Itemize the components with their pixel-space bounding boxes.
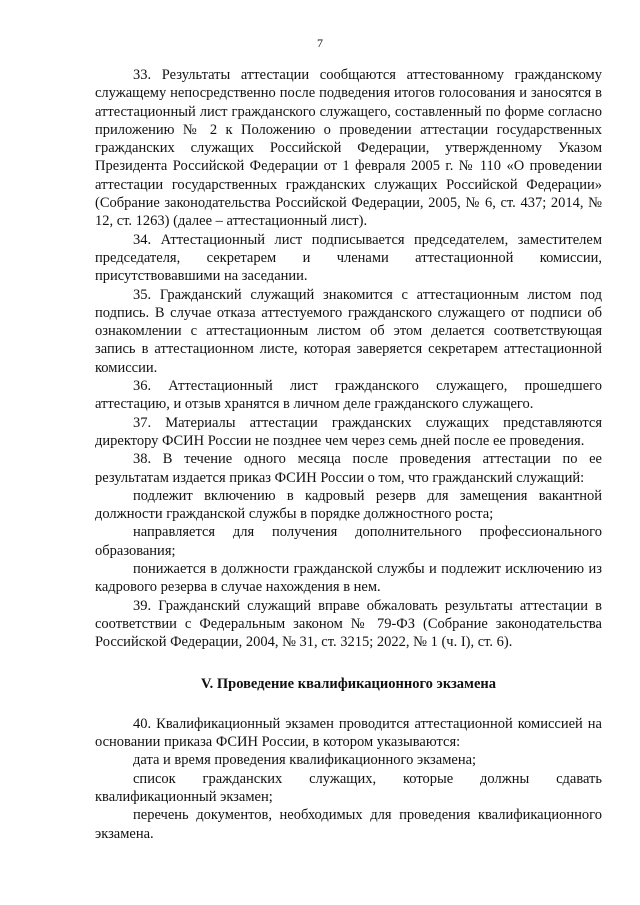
paragraph-40-item-2: список гражданских служащих, которые должны сдавать квалификационный экзамен; [95, 770, 602, 805]
paragraph-38: 38. В течение одного месяца после проведения аттестации по ее результатам издается приказ ФСИН России о том, что гражданский служащий: [95, 451, 602, 486]
paragraph-36: 36. Аттестационный лист гражданского служащего, прошедшего аттестацию, и отзыв хранятся в личном деле гражданского служащего. [95, 378, 602, 413]
paragraph-38-item-1: подлежит включению в кадровый резерв для замещения вакантной должности гражданской службы в порядке должностного роста; [95, 487, 602, 523]
paragraph-40: 40. Квалификационный экзамен проводится аттестационной комиссией на основании приказа ФСИН России, в котором указываются: [95, 715, 602, 751]
paragraph-38-item-3: понижается в должности гражданской службы и подлежит исключению из кадрового резерва в случае нахождения в нем. [95, 561, 602, 596]
section-heading: V. Проведение квалификационного экзамена [201, 675, 496, 692]
paragraph-34: 34. Аттестационный лист подписывается председателем, заместителем председателя, секретарем и членами аттестационной комиссии, присутствовавшими на заседании. [95, 231, 602, 285]
paragraph-37: 37. Материалы аттестации гражданских служащих представляются директору ФСИН России не позднее чем через семь дней после ее проведения. [95, 414, 602, 449]
paragraph-40-item-1: дата и время проведения квалификационного экзамена; [133, 752, 477, 769]
paragraph-33: 33. Результаты аттестации сообщаются аттестованному гражданскому служащему непосредственно после подведения итогов голосования и заносятся в аттестационный лист гражданского служащего, составленный по форме согласно приложению № 2 к Положению о проведении аттестации государственных гражданских служащих Российской Федерации, утвержденному Указом Президента Российской Федерации от 1 февраля 2005 г. № 110 «О проведении аттестации государственных гражданских служащих Российской Федерации» (Собрание законодательства Российской Федерации, 2005, № 6, ст. 437; 2014, № 12, ст. 1263) (далее – аттестационный лист). [95, 67, 602, 230]
document-body [95, 66, 602, 843]
paragraph-40-item-3: перечень документов, необходимых для проведения квалификационного экзамена. [95, 807, 602, 842]
paragraph-39: 39. Гражданский служащий вправе обжаловать результаты аттестации в соответствии с Федеральным законом № 79-ФЗ (Собрание законодательства Российской Федерации, 2004, № 31, ст. 3215; 2022, № 1 (ч. I), ст. 6). [95, 597, 602, 651]
paragraph-38-item-2: направляется для получения дополнительного профессионального образования; [95, 524, 602, 559]
paragraph-35: 35. Гражданский служащий знакомится с аттестационным листом под подпись. В случае отказа аттестуемого гражданского служащего от подписи об ознакомлении с аттестационным листом об этом делается соответствующая запись в аттестационном листе, которая заверяется секретарем аттестационной комиссии. [95, 286, 602, 376]
page-number: 7 [317, 36, 323, 50]
